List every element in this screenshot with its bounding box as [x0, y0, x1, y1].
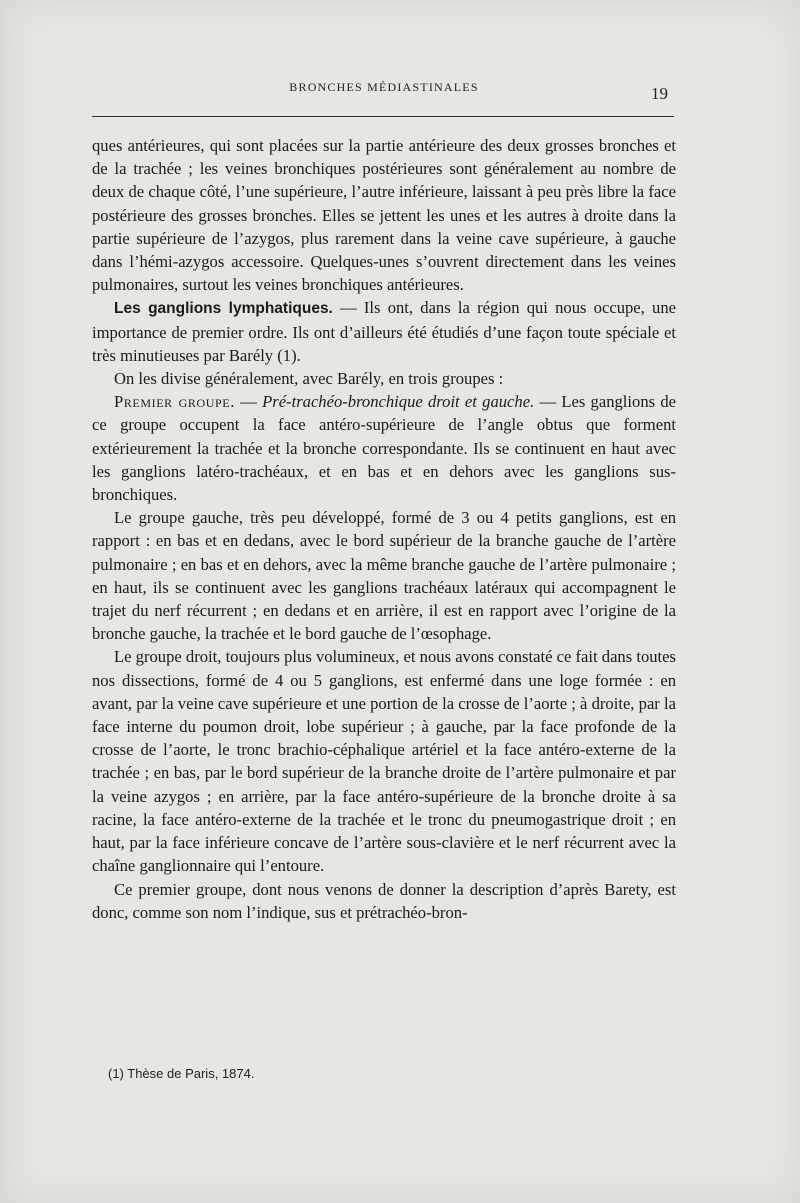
paragraph-conclusion: Ce premier groupe, dont nous venons de donner la description d’après Barety, est donc, comme son nom l’indique, sus et prétrachéo-bron- — [92, 879, 676, 922]
page-header — [92, 80, 676, 103]
paragraph-groups: On les divise généralement, avec Barély, en trois groupes : — [114, 369, 504, 389]
page-number: 19 — [651, 84, 668, 103]
header-rule — [92, 116, 674, 117]
body-text — [92, 134, 676, 924]
paragraph-premier-groupe — [92, 390, 676, 506]
premier-groupe-title: Pré-trachéo-bronchique droit et gauche. — [262, 392, 535, 412]
premier-groupe-label: Premier groupe. — [114, 392, 235, 412]
paragraph-groupe-droit: Le groupe droit, toujours plus volumineux, et nous avons constaté ce fait dans toutes nos dissections, formé de 4 ou 5 ganglions, est enfermé dans une loge formée : en avant, par la veine cave supérieure et une portion de la crosse de l’aorte ; à droite, par la face interne du poumon droit, lobe supérieur ; à gauche, par la face profonde de la crosse de l’aorte, le tronc brachio-céphalique artériel et la face antéro-externe de la trachée ; en bas, par le bord supérieur de la branche droite de l’artère pulmonaire et par la veine azygos ; en arrière, par la face antéro-supérieure de la bronche droite à sa racine, la face antéro-externe de la trachée et le tronc du pneumogastrique droit ; en haut, par la face inférieure concave de l’artère sous-clavière et le nerf récurrent avec la chaîne ganglionnaire qui l’entoure. — [92, 647, 676, 876]
section-heading-ganglions: Les ganglions lymphatiques. — [114, 300, 333, 318]
premier-groupe-text: — Les ganglions de ce groupe occupent la face antéro-supérieure de l’angle obtus que forment extérieurement la trachée et la bronche correspondante. Ils se continuent en haut avec les ganglions latéro-trachéaux, et en bas et en dehors avec les ganglions sus-bronchiques. — [92, 392, 677, 505]
paragraph-1: ques antérieures, qui sont placées sur la partie antérieure des deux grosses bronches et de la trachée ; les veines bronchiques postérieures sont généralement au nombre de deux de chaque côté, l’une supérieure, l’autre inférieure, laissant à peu près libre la face postérieure des grosses bronches. Elles se jettent les unes et les autres à droite dans la partie supérieure de l’azygos, plus rarement dans la veine cave supérieure, à gauche dans l’hémi-azygos accessoire. Quelques-unes s’ouvrent directement dans les veines pulmonaires, surtout les veines bronchiques antérieures. — [92, 136, 676, 295]
premier-groupe-dash: — — [234, 392, 263, 412]
paragraph-ganglions-text: — Ils ont, dans la région qui nous occupe, une importance de premier ordre. Ils ont d’ailleurs été étudiés d’une façon toute spéciale et très minutieuses par Barély (1). — [92, 298, 676, 365]
running-head: BRONCHES MÉDIASTINALES — [289, 80, 479, 94]
paragraph-ganglions — [92, 296, 676, 367]
paragraph-groupe-gauche: Le groupe gauche, très peu développé, formé de 3 ou 4 petits ganglions, est en rapport : en bas et en dedans, avec le bord supérieur de la branche gauche de l’artère pulmonaire ; en bas et en dehors, avec la même branche gauche de l’artère pulmonaire ; en haut, ils se continuent avec les ganglions trachéaux latéraux qui accompagnent le trajet du nerf récurrent ; en dedans et en arrière, il est en rapport avec l’origine de la bronche gauche, la trachée et le bord gauche de l’œsophage. — [92, 508, 676, 644]
footnote: (1) Thèse de Paris, 1874. — [108, 1066, 255, 1081]
